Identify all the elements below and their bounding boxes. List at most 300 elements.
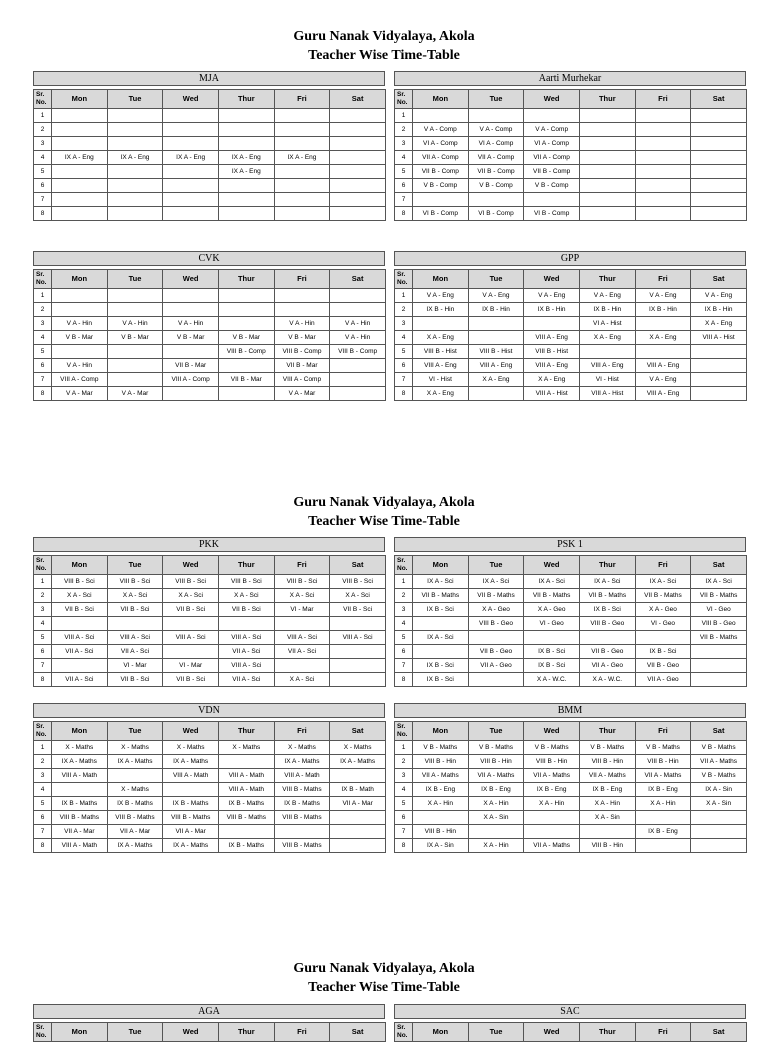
lesson-cell: IX B - Maths bbox=[218, 797, 274, 811]
header-day: Mon bbox=[52, 1023, 108, 1042]
header-day: Tue bbox=[107, 556, 163, 575]
header-day: Fri bbox=[635, 722, 691, 741]
lesson-cell: X A - Hin bbox=[579, 797, 635, 811]
lesson-cell bbox=[274, 165, 330, 179]
lesson-cell: V B - Maths bbox=[691, 741, 747, 755]
lesson-cell: VII B - Maths bbox=[691, 631, 747, 645]
period-row bbox=[395, 373, 747, 387]
lesson-cell bbox=[635, 345, 691, 359]
lesson-cell: IX A - Maths bbox=[274, 755, 330, 769]
header-day: Fri bbox=[635, 556, 691, 575]
page-heading-1 bbox=[0, 27, 768, 65]
period-row bbox=[34, 603, 386, 617]
lesson-cell: IX B - Maths bbox=[163, 797, 219, 811]
period-row bbox=[395, 797, 747, 811]
period-number: 5 bbox=[34, 165, 52, 179]
lesson-cell: IX A - Maths bbox=[107, 755, 163, 769]
lesson-cell bbox=[274, 289, 330, 303]
lesson-cell: VIII A - Comp bbox=[163, 373, 219, 387]
lesson-cell bbox=[52, 165, 108, 179]
period-row bbox=[395, 207, 747, 221]
period-number: 1 bbox=[395, 289, 413, 303]
header-day: Tue bbox=[468, 722, 524, 741]
lesson-cell: VI B - Comp bbox=[413, 207, 469, 221]
lesson-cell: X A - Hin bbox=[635, 797, 691, 811]
header-day: Mon bbox=[52, 556, 108, 575]
lesson-cell: V B - Mar bbox=[163, 331, 219, 345]
lesson-cell: IX A - Eng bbox=[52, 151, 108, 165]
lesson-cell: X A - Eng bbox=[413, 331, 469, 345]
header-day: Thur bbox=[579, 556, 635, 575]
lesson-cell bbox=[218, 755, 274, 769]
lesson-cell: VII A - Maths bbox=[635, 769, 691, 783]
lesson-cell bbox=[635, 631, 691, 645]
period-row bbox=[34, 659, 386, 673]
timetable-sac bbox=[394, 1004, 746, 1042]
period-row bbox=[395, 589, 747, 603]
lesson-cell: VII A - Mar bbox=[107, 825, 163, 839]
lesson-cell: VIII A - Math bbox=[163, 769, 219, 783]
period-number: 5 bbox=[34, 631, 52, 645]
lesson-cell: V A - Hin bbox=[163, 317, 219, 331]
header-day: Tue bbox=[468, 270, 524, 289]
lesson-cell: X A - Eng bbox=[524, 373, 580, 387]
header-row bbox=[395, 270, 747, 289]
period-row bbox=[395, 179, 747, 193]
header-day: Wed bbox=[163, 1023, 219, 1042]
lesson-cell: VII B - Maths bbox=[413, 589, 469, 603]
lesson-cell bbox=[579, 825, 635, 839]
timetable-grid bbox=[33, 721, 386, 853]
lesson-cell: VII A - Maths bbox=[413, 769, 469, 783]
lesson-cell: VIII A - Sci bbox=[330, 631, 386, 645]
lesson-cell bbox=[524, 193, 580, 207]
period-row bbox=[395, 839, 747, 853]
period-number: 2 bbox=[34, 589, 52, 603]
lesson-cell: X A - Geo bbox=[524, 603, 580, 617]
lesson-cell: V B - Maths bbox=[691, 769, 747, 783]
period-row bbox=[395, 345, 747, 359]
lesson-cell: VIII A - Sci bbox=[218, 659, 274, 673]
period-row bbox=[34, 137, 386, 151]
period-number: 2 bbox=[395, 303, 413, 317]
lesson-cell: V B - Mar bbox=[274, 331, 330, 345]
lesson-cell bbox=[330, 359, 386, 373]
lesson-cell bbox=[691, 165, 747, 179]
lesson-cell bbox=[163, 165, 219, 179]
lesson-cell bbox=[635, 839, 691, 853]
lesson-cell: VIII A - Sci bbox=[52, 631, 108, 645]
lesson-cell: VI - Geo bbox=[635, 617, 691, 631]
lesson-cell bbox=[468, 673, 524, 687]
period-number: 2 bbox=[34, 123, 52, 137]
lesson-cell bbox=[274, 659, 330, 673]
lesson-cell: V A - Mar bbox=[274, 387, 330, 401]
lesson-cell bbox=[691, 839, 747, 853]
lesson-cell: X - Maths bbox=[163, 741, 219, 755]
lesson-cell: IX B - Sci bbox=[413, 673, 469, 687]
lesson-cell: VIII A - Math bbox=[274, 769, 330, 783]
lesson-cell: VIII B - Maths bbox=[163, 811, 219, 825]
lesson-cell: X A - Eng bbox=[691, 317, 747, 331]
lesson-cell: VIII B - Hist bbox=[524, 345, 580, 359]
period-number: 4 bbox=[34, 151, 52, 165]
period-number: 4 bbox=[395, 151, 413, 165]
period-number: 1 bbox=[34, 289, 52, 303]
header-day: Thur bbox=[218, 722, 274, 741]
lesson-cell: X A - W.C. bbox=[524, 673, 580, 687]
header-sr-no: Sr. No. bbox=[34, 90, 52, 109]
header-day: Fri bbox=[635, 1023, 691, 1042]
header-day: Wed bbox=[524, 90, 580, 109]
lesson-cell: X A - Sci bbox=[218, 589, 274, 603]
lesson-cell bbox=[691, 673, 747, 687]
lesson-cell: VIII B - Comp bbox=[330, 345, 386, 359]
page-heading-2 bbox=[0, 493, 768, 531]
lesson-cell bbox=[635, 137, 691, 151]
lesson-cell bbox=[52, 123, 108, 137]
lesson-cell bbox=[524, 811, 580, 825]
lesson-cell bbox=[107, 123, 163, 137]
lesson-cell: X - Maths bbox=[107, 741, 163, 755]
lesson-cell bbox=[330, 109, 386, 123]
header-day: Thur bbox=[579, 722, 635, 741]
lesson-cell: IX A - Maths bbox=[107, 839, 163, 853]
lesson-cell: VIII A - Sci bbox=[218, 631, 274, 645]
lesson-cell bbox=[330, 673, 386, 687]
lesson-cell: IX B - Hin bbox=[468, 303, 524, 317]
lesson-cell: X - Maths bbox=[107, 783, 163, 797]
lesson-cell bbox=[579, 345, 635, 359]
lesson-cell: X - Maths bbox=[274, 741, 330, 755]
lesson-cell bbox=[691, 359, 747, 373]
lesson-cell bbox=[691, 193, 747, 207]
lesson-cell: IX A - Sin bbox=[691, 783, 747, 797]
lesson-cell: VI A - Hist bbox=[579, 317, 635, 331]
lesson-cell: VIII A - Eng bbox=[524, 359, 580, 373]
lesson-cell: IX B - Sci bbox=[413, 603, 469, 617]
lesson-cell bbox=[691, 811, 747, 825]
lesson-cell bbox=[107, 617, 163, 631]
lesson-cell bbox=[691, 109, 747, 123]
period-row bbox=[34, 589, 386, 603]
header-day: Wed bbox=[524, 556, 580, 575]
lesson-cell: VII A - Mar bbox=[330, 797, 386, 811]
lesson-cell bbox=[107, 165, 163, 179]
lesson-cell: IX A - Sci bbox=[579, 575, 635, 589]
lesson-cell: V A - Eng bbox=[579, 289, 635, 303]
lesson-cell bbox=[635, 193, 691, 207]
lesson-cell: IX A - Sci bbox=[413, 575, 469, 589]
lesson-cell: VIII A - Eng bbox=[635, 359, 691, 373]
lesson-cell bbox=[413, 193, 469, 207]
lesson-cell bbox=[163, 617, 219, 631]
period-number: 5 bbox=[395, 165, 413, 179]
lesson-cell bbox=[218, 289, 274, 303]
period-number: 1 bbox=[395, 109, 413, 123]
lesson-cell: IX B - Maths bbox=[107, 797, 163, 811]
lesson-cell bbox=[218, 109, 274, 123]
header-row bbox=[395, 90, 747, 109]
period-number: 5 bbox=[395, 797, 413, 811]
lesson-cell: V A - Hin bbox=[107, 317, 163, 331]
lesson-cell: X - Maths bbox=[52, 741, 108, 755]
timetable-cvk bbox=[33, 251, 385, 401]
header-day: Fri bbox=[274, 270, 330, 289]
lesson-cell: VIII B - Maths bbox=[274, 783, 330, 797]
lesson-cell: VIII B - Hin bbox=[468, 755, 524, 769]
period-number: 7 bbox=[34, 373, 52, 387]
teacher-name: MJA bbox=[33, 71, 385, 86]
header-day: Mon bbox=[52, 270, 108, 289]
header-day: Sat bbox=[691, 270, 747, 289]
period-row bbox=[395, 825, 747, 839]
period-row bbox=[395, 617, 747, 631]
lesson-cell bbox=[413, 645, 469, 659]
header-day: Sat bbox=[330, 556, 386, 575]
period-number: 2 bbox=[395, 755, 413, 769]
period-number: 4 bbox=[34, 617, 52, 631]
period-number: 7 bbox=[395, 825, 413, 839]
period-number: 1 bbox=[34, 575, 52, 589]
lesson-cell: VI B - Comp bbox=[524, 207, 580, 221]
lesson-cell: IX A - Maths bbox=[330, 755, 386, 769]
lesson-cell: IX A - Maths bbox=[163, 839, 219, 853]
lesson-cell bbox=[468, 317, 524, 331]
period-number: 7 bbox=[395, 659, 413, 673]
period-row bbox=[395, 811, 747, 825]
period-number: 4 bbox=[395, 783, 413, 797]
lesson-cell bbox=[691, 123, 747, 137]
period-number: 7 bbox=[395, 193, 413, 207]
lesson-cell bbox=[330, 207, 386, 221]
lesson-cell bbox=[163, 289, 219, 303]
lesson-cell bbox=[691, 645, 747, 659]
header-sr-no: Sr. No. bbox=[34, 556, 52, 575]
period-row bbox=[395, 645, 747, 659]
lesson-cell: VIII A - Sci bbox=[163, 631, 219, 645]
lesson-cell bbox=[163, 387, 219, 401]
period-number: 7 bbox=[34, 825, 52, 839]
lesson-cell bbox=[163, 179, 219, 193]
lesson-cell bbox=[330, 769, 386, 783]
lesson-cell: VI - Hist bbox=[413, 373, 469, 387]
lesson-cell: VI A - Comp bbox=[468, 137, 524, 151]
lesson-cell bbox=[468, 387, 524, 401]
lesson-cell: VII B - Sci bbox=[218, 603, 274, 617]
lesson-cell bbox=[330, 659, 386, 673]
lesson-cell: VII A - Sci bbox=[52, 645, 108, 659]
lesson-cell bbox=[691, 387, 747, 401]
lesson-cell: VII B - Sci bbox=[52, 603, 108, 617]
lesson-cell: VIII A - Comp bbox=[274, 373, 330, 387]
period-row bbox=[395, 387, 747, 401]
lesson-cell: IX B - Eng bbox=[468, 783, 524, 797]
header-day: Fri bbox=[274, 722, 330, 741]
lesson-cell: VII B - Sci bbox=[107, 603, 163, 617]
lesson-cell: VIII A - Eng bbox=[468, 359, 524, 373]
lesson-cell: VII A - Comp bbox=[524, 151, 580, 165]
lesson-cell bbox=[274, 825, 330, 839]
timetable-gpp bbox=[394, 251, 746, 401]
lesson-cell: VIII B - Hin bbox=[413, 825, 469, 839]
lesson-cell: VII A - Sci bbox=[52, 673, 108, 687]
period-number: 4 bbox=[395, 617, 413, 631]
lesson-cell bbox=[218, 825, 274, 839]
period-number: 2 bbox=[34, 303, 52, 317]
period-number: 8 bbox=[34, 207, 52, 221]
header-day: Tue bbox=[468, 556, 524, 575]
lesson-cell bbox=[218, 359, 274, 373]
period-row bbox=[34, 755, 386, 769]
header-day: Mon bbox=[413, 90, 469, 109]
header-day: Fri bbox=[635, 270, 691, 289]
lesson-cell: V A - Eng bbox=[468, 289, 524, 303]
lesson-cell bbox=[579, 137, 635, 151]
lesson-cell bbox=[691, 179, 747, 193]
lesson-cell bbox=[330, 373, 386, 387]
lesson-cell bbox=[691, 825, 747, 839]
document-title: Teacher Wise Time-Table bbox=[308, 514, 460, 529]
lesson-cell: IX B - Sci bbox=[524, 659, 580, 673]
header-day: Wed bbox=[163, 722, 219, 741]
lesson-cell bbox=[107, 359, 163, 373]
lesson-cell: VI - Hist bbox=[579, 373, 635, 387]
lesson-cell: V B - Comp bbox=[524, 179, 580, 193]
lesson-cell bbox=[52, 659, 108, 673]
lesson-cell bbox=[107, 289, 163, 303]
header-day: Tue bbox=[107, 90, 163, 109]
lesson-cell: X A - Hin bbox=[413, 797, 469, 811]
lesson-cell: V A - Hin bbox=[52, 359, 108, 373]
lesson-cell: VII B - Mar bbox=[218, 373, 274, 387]
lesson-cell: X A - Hin bbox=[468, 797, 524, 811]
lesson-cell bbox=[691, 207, 747, 221]
lesson-cell: VIII B - Maths bbox=[274, 839, 330, 853]
header-row bbox=[34, 270, 386, 289]
header-day: Thur bbox=[579, 1023, 635, 1042]
lesson-cell: IX A - Sci bbox=[413, 631, 469, 645]
lesson-cell: X A - Sin bbox=[579, 811, 635, 825]
lesson-cell: VIII B - Hin bbox=[635, 755, 691, 769]
teacher-name: Aarti Murhekar bbox=[394, 71, 746, 86]
lesson-cell: VII B - Comp bbox=[468, 165, 524, 179]
lesson-cell bbox=[163, 193, 219, 207]
period-row bbox=[34, 207, 386, 221]
lesson-cell: IX B - Sci bbox=[579, 603, 635, 617]
lesson-cell bbox=[579, 179, 635, 193]
lesson-cell: X A - Sci bbox=[330, 589, 386, 603]
lesson-cell: VII A - Maths bbox=[691, 755, 747, 769]
lesson-cell: IX B - Math bbox=[330, 783, 386, 797]
period-row bbox=[34, 839, 386, 853]
lesson-cell bbox=[163, 645, 219, 659]
period-number: 3 bbox=[395, 603, 413, 617]
period-row bbox=[34, 331, 386, 345]
lesson-cell bbox=[107, 345, 163, 359]
lesson-cell: IX A - Maths bbox=[52, 755, 108, 769]
lesson-cell bbox=[107, 109, 163, 123]
period-row bbox=[34, 617, 386, 631]
header-row bbox=[395, 556, 747, 575]
lesson-cell: V A - Eng bbox=[635, 289, 691, 303]
lesson-cell: VII B - Maths bbox=[579, 589, 635, 603]
period-row bbox=[34, 811, 386, 825]
period-row bbox=[395, 317, 747, 331]
period-row bbox=[34, 109, 386, 123]
header-row bbox=[395, 1023, 747, 1042]
lesson-cell: VII A - Geo bbox=[635, 673, 691, 687]
header-day: Fri bbox=[274, 1023, 330, 1042]
header-day: Sat bbox=[691, 90, 747, 109]
period-number: 6 bbox=[395, 645, 413, 659]
lesson-cell bbox=[107, 179, 163, 193]
lesson-cell: VII A - Sci bbox=[218, 645, 274, 659]
lesson-cell bbox=[218, 123, 274, 137]
lesson-cell: VII B - Sci bbox=[107, 673, 163, 687]
lesson-cell: V B - Maths bbox=[579, 741, 635, 755]
lesson-cell bbox=[330, 645, 386, 659]
lesson-cell bbox=[163, 303, 219, 317]
lesson-cell: X A - Sin bbox=[468, 811, 524, 825]
lesson-cell: V A - Eng bbox=[635, 373, 691, 387]
lesson-cell: VII A - Maths bbox=[579, 769, 635, 783]
lesson-cell bbox=[635, 151, 691, 165]
lesson-cell bbox=[330, 193, 386, 207]
header-day: Mon bbox=[52, 90, 108, 109]
lesson-cell bbox=[330, 179, 386, 193]
lesson-cell bbox=[218, 179, 274, 193]
school-name: Guru Nanak Vidyalaya, Akola bbox=[293, 29, 475, 44]
lesson-cell bbox=[163, 345, 219, 359]
header-day: Thur bbox=[218, 90, 274, 109]
lesson-cell: X A - Geo bbox=[635, 603, 691, 617]
header-day: Mon bbox=[413, 270, 469, 289]
lesson-cell: V A - Mar bbox=[52, 387, 108, 401]
lesson-cell: V A - Eng bbox=[524, 289, 580, 303]
period-number: 1 bbox=[34, 109, 52, 123]
lesson-cell: VII B - Sci bbox=[163, 673, 219, 687]
header-sr-no: Sr. No. bbox=[34, 1023, 52, 1042]
period-row bbox=[395, 359, 747, 373]
period-row bbox=[395, 123, 747, 137]
header-day: Tue bbox=[468, 1023, 524, 1042]
lesson-cell bbox=[579, 193, 635, 207]
lesson-cell: VIII B - Sci bbox=[163, 575, 219, 589]
lesson-cell bbox=[330, 289, 386, 303]
timetable-grid bbox=[394, 555, 747, 687]
lesson-cell bbox=[274, 193, 330, 207]
lesson-cell: VII A - Maths bbox=[524, 839, 580, 853]
period-number: 3 bbox=[34, 603, 52, 617]
lesson-cell bbox=[330, 387, 386, 401]
period-row bbox=[395, 755, 747, 769]
lesson-cell: VIII B - Geo bbox=[468, 617, 524, 631]
period-number: 2 bbox=[395, 589, 413, 603]
teacher-name: PKK bbox=[33, 537, 385, 552]
lesson-cell bbox=[330, 123, 386, 137]
lesson-cell: V B - Maths bbox=[468, 741, 524, 755]
period-number: 4 bbox=[34, 783, 52, 797]
lesson-cell: VIII B - Hin bbox=[413, 755, 469, 769]
teacher-name: AGA bbox=[33, 1004, 385, 1019]
lesson-cell: IX A - Eng bbox=[218, 151, 274, 165]
header-day: Fri bbox=[274, 556, 330, 575]
lesson-cell: X A - Eng bbox=[579, 331, 635, 345]
lesson-cell: VIII A - Eng bbox=[413, 359, 469, 373]
lesson-cell: VIII B - Maths bbox=[274, 811, 330, 825]
lesson-cell: IX B - Maths bbox=[52, 797, 108, 811]
